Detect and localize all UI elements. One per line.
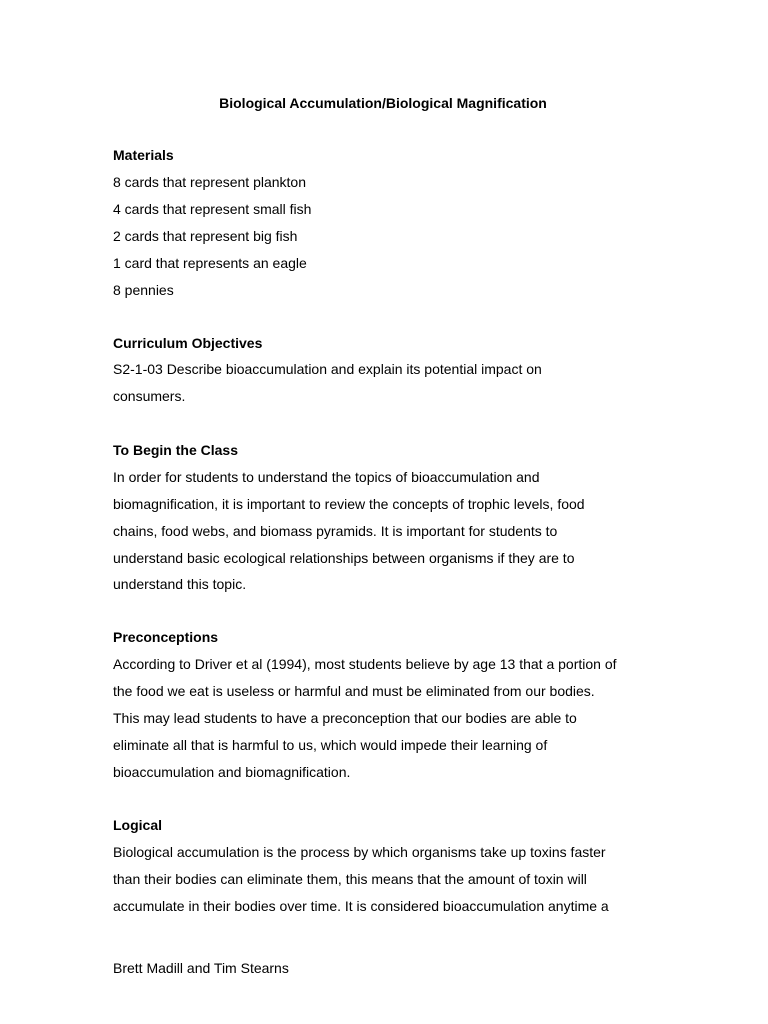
- materials-heading: Materials: [113, 147, 174, 163]
- objectives-heading: Curriculum Objectives: [113, 335, 263, 351]
- preconceptions-line: eliminate all that is harmful to us, which would impede their learning of: [113, 737, 548, 753]
- begin-class-heading: To Begin the Class: [113, 442, 238, 458]
- preconceptions-line: bioaccumulation and biomagnification.: [113, 764, 351, 780]
- preconceptions-heading: Preconceptions: [113, 629, 219, 645]
- materials-item: 8 pennies: [113, 282, 174, 298]
- materials-item: 4 cards that represent small fish: [113, 201, 312, 217]
- materials-item: 2 cards that represent big fish: [113, 228, 298, 244]
- preconceptions-line: According to Driver et al (1994), most students believe by age 13 that a portion of: [113, 656, 617, 672]
- logical-line: Biological accumulation is the process by which organisms take up toxins faster: [113, 844, 606, 860]
- logical-line: accumulate in their bodies over time. It is considered bioaccumulation anytime a: [113, 898, 609, 914]
- logical-heading: Logical: [113, 817, 163, 833]
- objectives-line: consumers.: [113, 388, 186, 404]
- materials-item: 1 card that represents an eagle: [113, 255, 307, 271]
- logical-line: than their bodies can eliminate them, this means that the amount of toxin will: [113, 871, 587, 887]
- begin-class-line: chains, food webs, and biomass pyramids. It is important for students to: [113, 523, 558, 539]
- preconceptions-line: the food we eat is useless or harmful and must be eliminated from our bodies.: [113, 683, 595, 699]
- begin-class-line: understand this topic.: [113, 576, 247, 592]
- document-title: Biological Accumulation/Biological Magnification: [219, 95, 547, 111]
- begin-class-line: understand basic ecological relationships between organisms if they are to: [113, 550, 575, 566]
- begin-class-line: In order for students to understand the topics of bioaccumulation and: [113, 469, 540, 485]
- begin-class-line: biomagnification, it is important to review the concepts of trophic levels, food: [113, 496, 585, 512]
- materials-item: 8 cards that represent plankton: [113, 174, 307, 190]
- objectives-line: S2-1-03 Describe bioaccumulation and explain its potential impact on: [113, 361, 542, 377]
- preconceptions-line: This may lead students to have a preconception that our bodies are able to: [113, 710, 577, 726]
- page-footer: Brett Madill and Tim Stearns: [113, 960, 289, 976]
